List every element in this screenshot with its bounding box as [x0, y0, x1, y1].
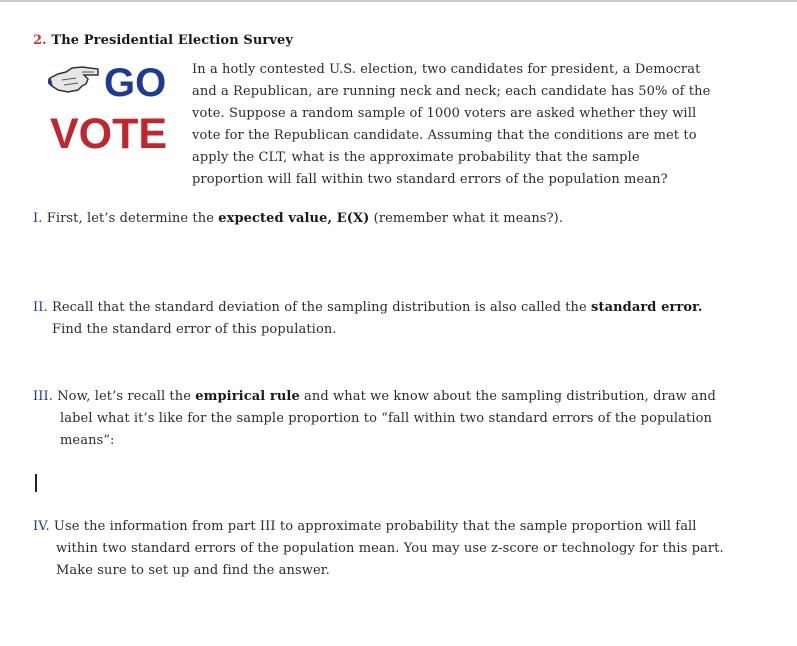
part-4-line-2: within two standard errors of the population mean. You may use z-score or technology for this part. [56, 541, 724, 556]
logo-go-text: GO [104, 61, 167, 105]
intro-paragraph [192, 59, 752, 191]
part-4-number: IV. [33, 519, 50, 534]
part-3-number: III. [33, 389, 53, 404]
part-2-bold: standard error. [591, 300, 703, 315]
problem-number: 2. [33, 33, 47, 48]
top-border [0, 0, 797, 2]
intro-line: In a hotly contested U.S. election, two candidates for president, a Democrat [192, 62, 701, 77]
intro-line: proportion will fall within two standard errors of the population mean? [192, 172, 668, 187]
part-4 [33, 516, 773, 582]
pointing-hand-icon [48, 67, 98, 92]
part-1-text-end: (remember what it means?). [369, 211, 564, 226]
part-2-text: Recall that the standard deviation of the sampling distribution is also called the [51, 300, 592, 315]
part-2-number: II. [33, 300, 48, 315]
part-3-text: Now, let’s recall the [57, 389, 196, 404]
text-cursor[interactable] [35, 474, 37, 492]
intro-line: apply the CLT, what is the approximate probability that the sample [192, 150, 640, 165]
part-1-bold: expected value, E(X) [218, 211, 370, 226]
part-3-line-3: means”: [60, 433, 115, 448]
part-1-text: First, let’s determine the [46, 211, 219, 226]
part-1-number: I. [33, 211, 43, 226]
intro-line: vote for the Republican candidate. Assuming that the conditions are met to [192, 128, 697, 143]
logo-vote-text: VOTE [50, 110, 168, 156]
problem-title-text: The Presidential Election Survey [51, 33, 294, 48]
part-3-bold: empirical rule [195, 389, 300, 404]
part-2-line-2: Find the standard error of this population. [52, 322, 337, 337]
problem-title [33, 30, 293, 52]
part-4-text: Use the information from part III to approximate probability that the sample proportion will fall [53, 519, 697, 534]
intro-line: vote. Suppose a random sample of 1000 voters are asked whether they will [192, 106, 697, 121]
go-vote-logo [48, 60, 173, 156]
part-1 [33, 208, 563, 230]
part-3 [33, 386, 773, 452]
part-2 [33, 297, 773, 341]
intro-line: and a Republican, are running neck and neck; each candidate has 50% of the [192, 84, 711, 99]
part-3-line-2: label what it’s like for the sample proportion to “fall within two standard errors of the population [60, 411, 713, 426]
part-3-text-end: and what we know about the sampling distribution, draw and [299, 389, 716, 404]
part-4-line-3: Make sure to set up and find the answer. [56, 563, 330, 578]
